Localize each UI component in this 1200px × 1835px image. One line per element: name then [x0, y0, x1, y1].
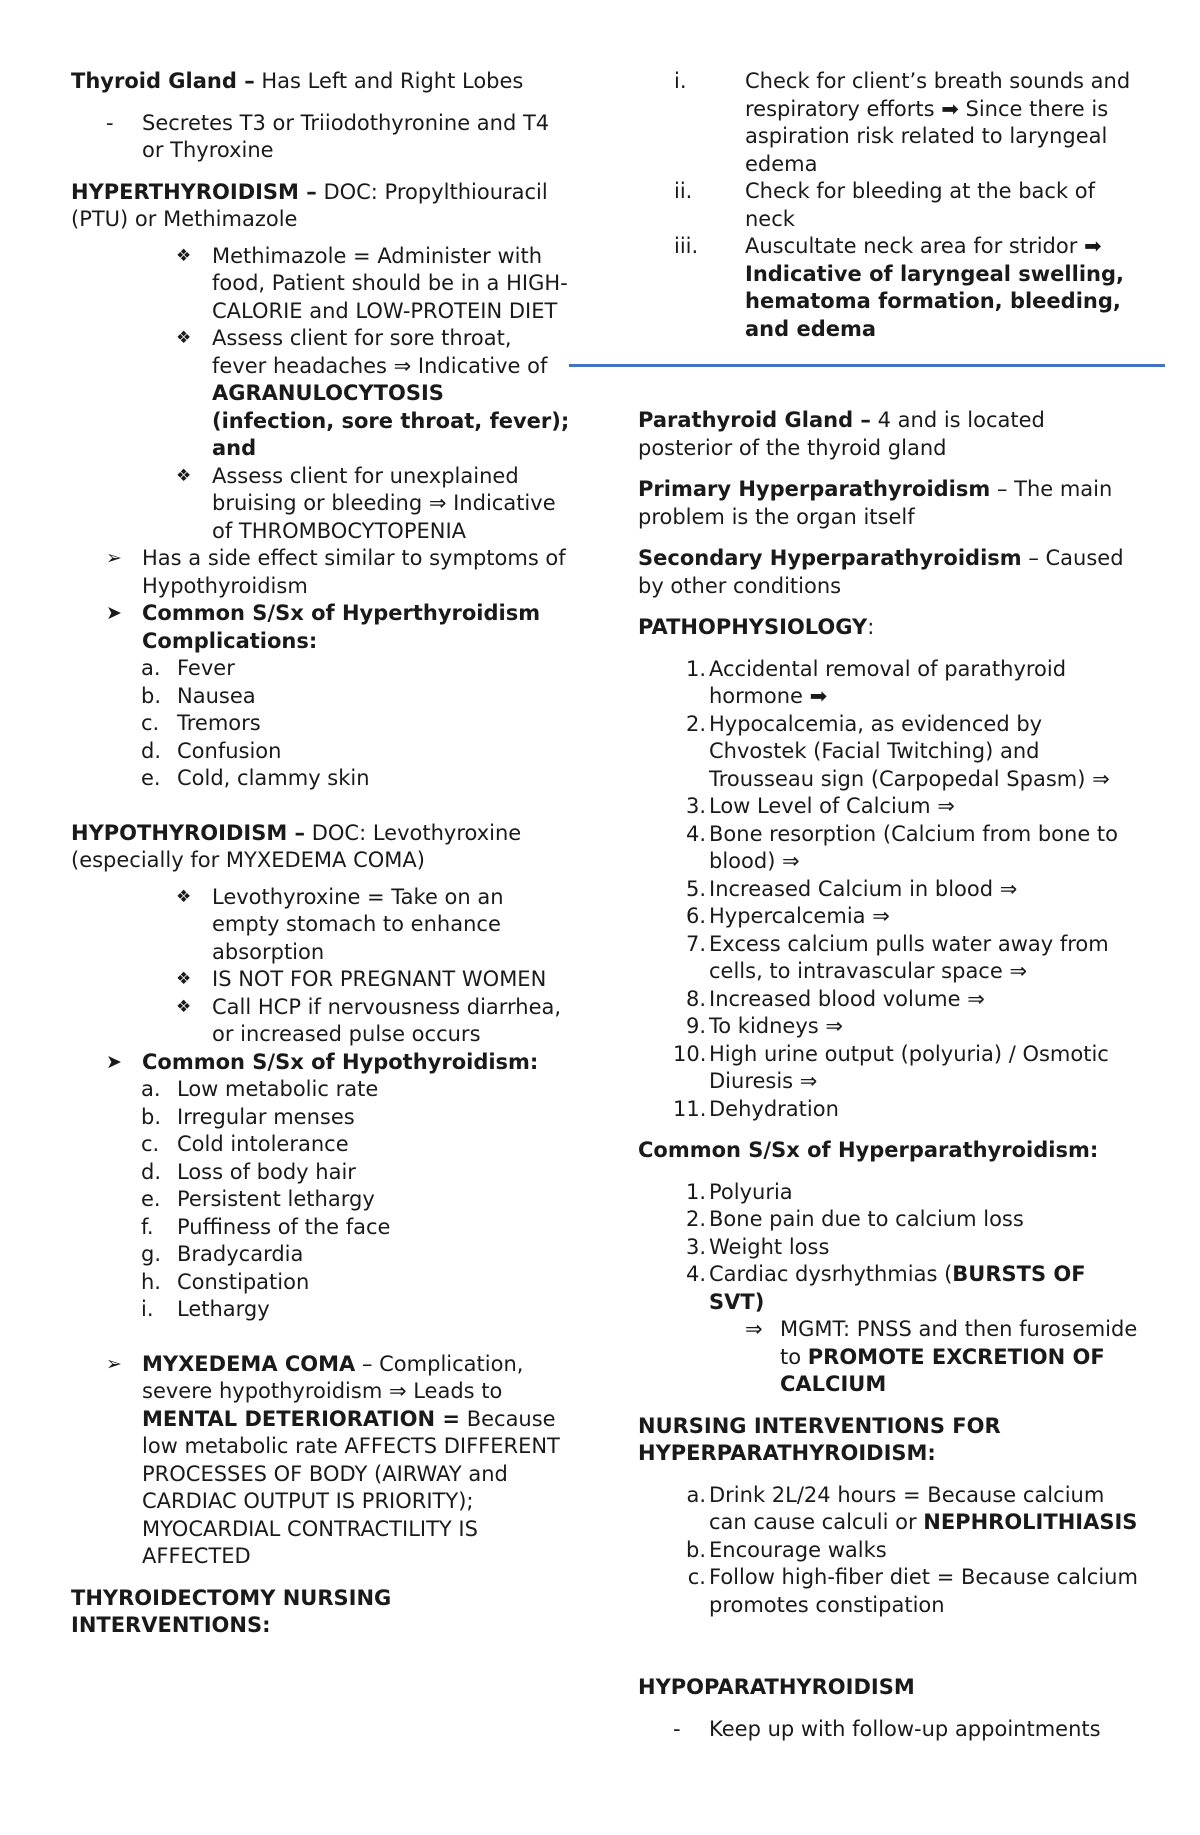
list-text: Check for bleeding at the back of neck — [745, 179, 1096, 231]
list-marker: 10. — [673, 1041, 707, 1066]
list-text: Check for client’s breath sounds and respiratory efforts ➡ Since there is aspiration risk related to laryngeal edema — [745, 69, 1131, 176]
arrow-bullet: ➢ Has a side effect similar to symptoms of Hypothyroidism — [106, 546, 566, 598]
list-marker: b. — [141, 1104, 162, 1129]
thyroid-bullet: - Secretes T3 or Triiodothyronine and T4 or Thyroxine — [106, 110, 550, 162]
hypoparathyroidism-bullet: - Keep up with follow-up appointments — [673, 1716, 1101, 1741]
list-text: Polyuria — [709, 1179, 793, 1204]
diamond-bullet: ❖ Assess client for unexplained bruising or bleeding ⇒ Indicative of THROMBOCYTOPENIA — [176, 463, 556, 543]
list-text: Weight loss — [709, 1234, 830, 1259]
list-marker: a. — [686, 1482, 706, 1507]
list-marker: 2. — [685, 711, 706, 736]
list-item — [638, 178, 1138, 233]
diamond-bullet: ❖ Methimazole = Administer with food, Patient should be in a HIGH-CALORIE and LOW-PROTEIN DIET — [176, 243, 568, 323]
pathophysiology-list — [638, 656, 1138, 1124]
list-text: Auscultate neck area for stridor ➡ — [745, 234, 1102, 258]
list-item — [71, 655, 571, 683]
list-item — [71, 1104, 571, 1132]
list-text: Puffiness of the face — [177, 1214, 391, 1239]
list-marker: d. — [141, 1159, 162, 1184]
hyperparathyroidism-symptoms-heading: Common S/Sx of Hyperparathyroidism: — [638, 1138, 1099, 1162]
list-item — [638, 1564, 1138, 1619]
list-text: Tremors — [177, 711, 261, 735]
list-marker: 2. — [685, 1207, 706, 1231]
list-marker: e. — [141, 1187, 161, 1211]
list-marker: a. — [141, 656, 161, 680]
list-text: Low metabolic rate — [177, 1077, 379, 1101]
list-text: Dehydration — [709, 1096, 839, 1121]
list-marker: h. — [141, 1269, 161, 1294]
right-column — [638, 68, 1138, 1743]
list-marker: 9. — [685, 1014, 706, 1038]
list-text: Confusion — [177, 738, 282, 763]
list-item — [638, 793, 1138, 821]
arrow-bullet: ➤ Common S/Sx of Hyperthyroidism Complications: — [106, 601, 541, 653]
list-item — [71, 738, 571, 766]
list-marker: 4. — [685, 821, 706, 846]
list-text: Nausea — [177, 683, 256, 708]
list-item — [71, 683, 571, 711]
list-item — [638, 903, 1138, 931]
hypothyroidism-symptom-list — [71, 1076, 571, 1324]
list-item — [638, 1096, 1138, 1124]
list-item — [638, 1041, 1138, 1096]
diamond-bullet: ❖ Levothyroxine = Take on an empty stomach to enhance absorption — [176, 884, 504, 964]
list-item — [71, 710, 571, 738]
list-text: Drink 2L/24 hours = Because calcium can cause calculi or — [709, 1482, 1105, 1534]
nursing-interventions-list — [638, 1482, 1138, 1620]
list-marker: 3. — [685, 794, 706, 818]
list-marker: iii. — [674, 234, 699, 258]
list-text: Cold, clammy skin — [177, 766, 370, 790]
secondary-hyperparathyroidism-heading: Secondary Hyperparathyroidism – Caused by other conditions — [638, 546, 1124, 598]
list-marker: f. — [141, 1214, 154, 1239]
list-text: To kidneys ⇒ — [709, 1014, 843, 1038]
hypothyroidism-heading: HYPOTHYROIDISM – DOC: Levothyroxine (especially for MYXEDEMA COMA) — [71, 820, 522, 872]
list-text: Accidental removal of parathyroid hormone ➡ — [709, 656, 1067, 708]
hyperthyroidism-heading: HYPERTHYROIDISM – DOC: Propylthiouracil (PTU) or Methimazole — [71, 179, 548, 231]
list-text: Irregular menses — [177, 1104, 355, 1129]
list-marker: d. — [141, 738, 162, 763]
list-item — [638, 931, 1138, 986]
list-marker: ii. — [674, 179, 693, 203]
list-item — [71, 1269, 571, 1297]
nursing-interventions-heading: NURSING INTERVENTIONS FOR HYPERPARATHYROIDISM: — [638, 1413, 1001, 1465]
thyroidectomy-list — [638, 68, 1138, 343]
list-text: Encourage walks — [709, 1537, 887, 1562]
list-text: Bone resorption (Calcium from bone to blood) ⇒ — [709, 821, 1118, 873]
list-text: Fever — [177, 656, 235, 680]
list-marker: 7. — [685, 931, 706, 956]
list-text: Excess calcium pulls water away from cells, to intravascular space ⇒ — [709, 931, 1109, 983]
left-column — [71, 68, 571, 1640]
list-text: Increased Calcium in blood ⇒ — [709, 876, 1018, 901]
hyperparathyroidism-symptom-list — [638, 1179, 1138, 1262]
list-item: 4. Cardiac dysrhythmias (BURSTS OF SVT) — [685, 1262, 1086, 1314]
list-text-bold: NEPHROLITHIASIS — [923, 1510, 1138, 1534]
list-marker: b. — [141, 683, 162, 708]
list-marker: 11. — [673, 1096, 707, 1121]
list-text: Loss of body hair — [177, 1159, 356, 1184]
list-text-bold: Indicative of laryngeal swelling, hematoma formation, bleeding, and edema — [745, 261, 1124, 341]
list-item — [71, 1159, 571, 1187]
myxedema-coma-item: ➢ MYXEDEMA COMA – Complication, severe hypothyroidism ⇒ Leads to MENTAL DETERIORATION = Because low metabolic rate AFFECTS DIFFERENT PROCESSES OF BODY (AIRWAY and CARDIAC OUTPUT IS PRIORITY); MYOCARDIAL CONTRACTILITY IS AFFECTED — [106, 1351, 560, 1568]
list-text: Constipation — [177, 1269, 310, 1294]
list-item — [71, 1076, 571, 1104]
list-item — [71, 1241, 571, 1269]
diamond-bullet: ❖ IS NOT FOR PREGNANT WOMEN — [176, 967, 547, 991]
list-marker: b. — [685, 1537, 706, 1562]
list-text: Follow high-fiber diet = Because calcium promotes constipation — [709, 1565, 1138, 1617]
thyroidectomy-heading: THYROIDECTOMY NURSING INTERVENTIONS: — [71, 1585, 392, 1637]
list-item — [638, 986, 1138, 1014]
list-marker: c. — [141, 1132, 160, 1156]
list-marker: 8. — [685, 986, 706, 1011]
list-text: Cold intolerance — [177, 1132, 349, 1156]
list-marker: g. — [141, 1242, 162, 1266]
list-text: Low Level of Calcium ⇒ — [709, 794, 955, 818]
list-text: Bradycardia — [177, 1242, 304, 1266]
list-marker: 6. — [685, 904, 706, 928]
list-marker: 1. — [685, 656, 706, 681]
list-item — [71, 1131, 571, 1159]
list-text: Persistent lethargy — [177, 1187, 375, 1211]
diamond-bullet: ❖ Call HCP if nervousness diarrhea, or increased pulse occurs — [176, 994, 562, 1046]
list-item — [71, 765, 571, 793]
thyroid-gland-heading: Thyroid Gland – Has Left and Right Lobes — [71, 69, 524, 93]
list-item — [638, 1179, 1138, 1207]
list-item — [638, 1537, 1138, 1565]
list-item — [638, 68, 1138, 178]
list-item — [638, 1206, 1138, 1234]
list-text: Hypocalcemia, as evidenced by Chvostek (Facial Twitching) and Trousseau sign (Carpopedal Spasm) ⇒ — [709, 711, 1110, 791]
list-item — [71, 1186, 571, 1214]
parathyroid-gland-heading: Parathyroid Gland – 4 and is located posterior of the thyroid gland — [638, 408, 1045, 460]
pathophysiology-heading: PATHOPHYSIOLOGY: — [638, 615, 875, 639]
list-marker: c. — [141, 711, 160, 735]
list-text: Hypercalcemia ⇒ — [709, 904, 890, 928]
list-item — [638, 821, 1138, 876]
list-marker: 1. — [685, 1179, 706, 1204]
hypoparathyroidism-heading: HYPOPARATHYROIDISM — [638, 1675, 915, 1699]
list-text: High urine output (polyuria) / Osmotic Diuresis ⇒ — [709, 1041, 1109, 1093]
arrow-bullet: ➤ Common S/Sx of Hypothyroidism: — [106, 1049, 539, 1074]
list-marker: i. — [141, 1297, 154, 1321]
list-item — [638, 1482, 1138, 1537]
list-text: Lethargy — [177, 1297, 270, 1321]
list-marker: i. — [674, 69, 687, 93]
list-marker: e. — [141, 766, 161, 790]
list-text: Increased blood volume ⇒ — [709, 986, 985, 1011]
list-marker: 3. — [685, 1234, 706, 1259]
list-item — [638, 1013, 1138, 1041]
list-text: Bone pain due to calcium loss — [709, 1207, 1024, 1231]
management-item: ⇒ MGMT: PNSS and then furosemide to PROMOTE EXCRETION OF CALCIUM — [745, 1317, 1138, 1396]
list-marker: c. — [687, 1565, 706, 1589]
primary-hyperparathyroidism-heading: Primary Hyperparathyroidism – The main problem is the organ itself — [638, 477, 1113, 529]
hyperthyroidism-symptom-list — [71, 655, 571, 793]
diamond-bullet: ❖ Assess client for sore throat, fever headaches ⇒ Indicative of AGRANULOCYTOSIS (infection, sore throat, fever); and — [176, 326, 570, 460]
list-item — [638, 656, 1138, 711]
list-item — [638, 876, 1138, 904]
list-item — [638, 711, 1138, 794]
list-marker: 5. — [685, 876, 706, 901]
list-item — [71, 1214, 571, 1242]
list-marker: a. — [141, 1077, 161, 1101]
list-item — [71, 1296, 571, 1324]
list-item — [638, 233, 1138, 343]
list-item — [638, 1234, 1138, 1262]
